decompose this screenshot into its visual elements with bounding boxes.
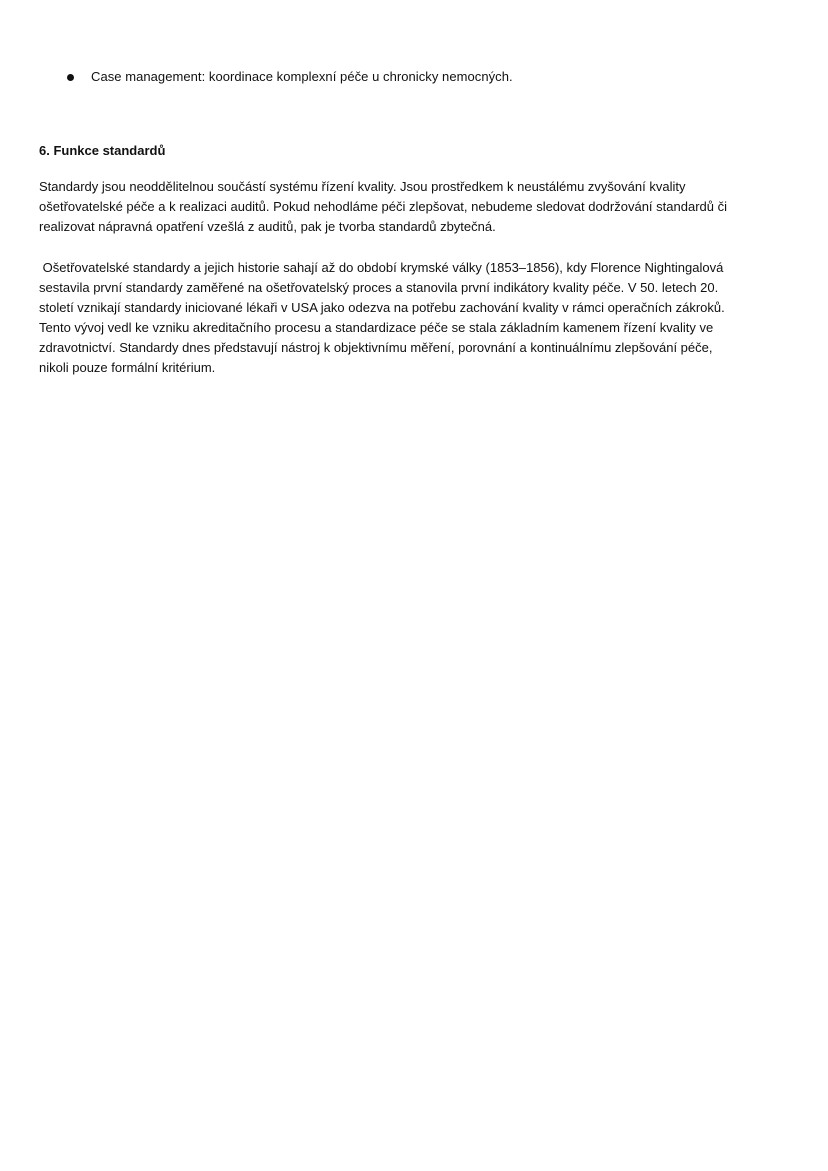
bullet-icon [67,74,74,81]
list-item-text: Case management: koordinace komplexní péče u chronicky nemocných. [91,69,513,84]
paragraph-line: realizovat nápravná opatření vzešlá z auditů, pak je tvorba standardů zbytečná. [39,219,496,234]
paragraph-line: nikoli pouze formální kritérium. [39,360,216,375]
section-heading: 6. Funkce standardů [39,143,166,158]
paragraph-standards-history [39,258,799,378]
paragraph-line: Standardy jsou neoddělitelnou součástí systému řízení kvality. Jsou prostředkem k neustálému zvyšování kvality [39,179,686,194]
paragraph-line: Tento vývoj vedl ke vzniku akreditačního procesu a standardizace péče se stala základním kamenem řízení kvality ve [39,320,714,335]
paragraph-line: zdravotnictví. Standardy dnes představují nástroj k objektivnímu měření, porovnání a kontinuálnímu zlepšování péče, [39,340,713,355]
paragraph-line: ošetřovatelské péče a k realizaci auditů. Pokud nehodláme péči zlepšovat, nebudeme sledovat dodržování standardů či [39,199,727,214]
paragraph-line: století vznikají standardy iniciované lékaři v USA jako odezva na potřebu zachování kvality v rámci operačních zákroků. [39,300,725,315]
paragraph-line: sestavila první standardy zaměřené na ošetřovatelský proces a stanovila první indikátory kvality péče. V 50. letech 20. [39,280,719,295]
paragraph-line: Ošetřovatelské standardy a jejich historie sahají až do období krymské války (1853–1856), kdy Florence Nightingalová [39,260,724,275]
paragraph-standards-role [39,177,799,237]
list-item [64,66,784,88]
